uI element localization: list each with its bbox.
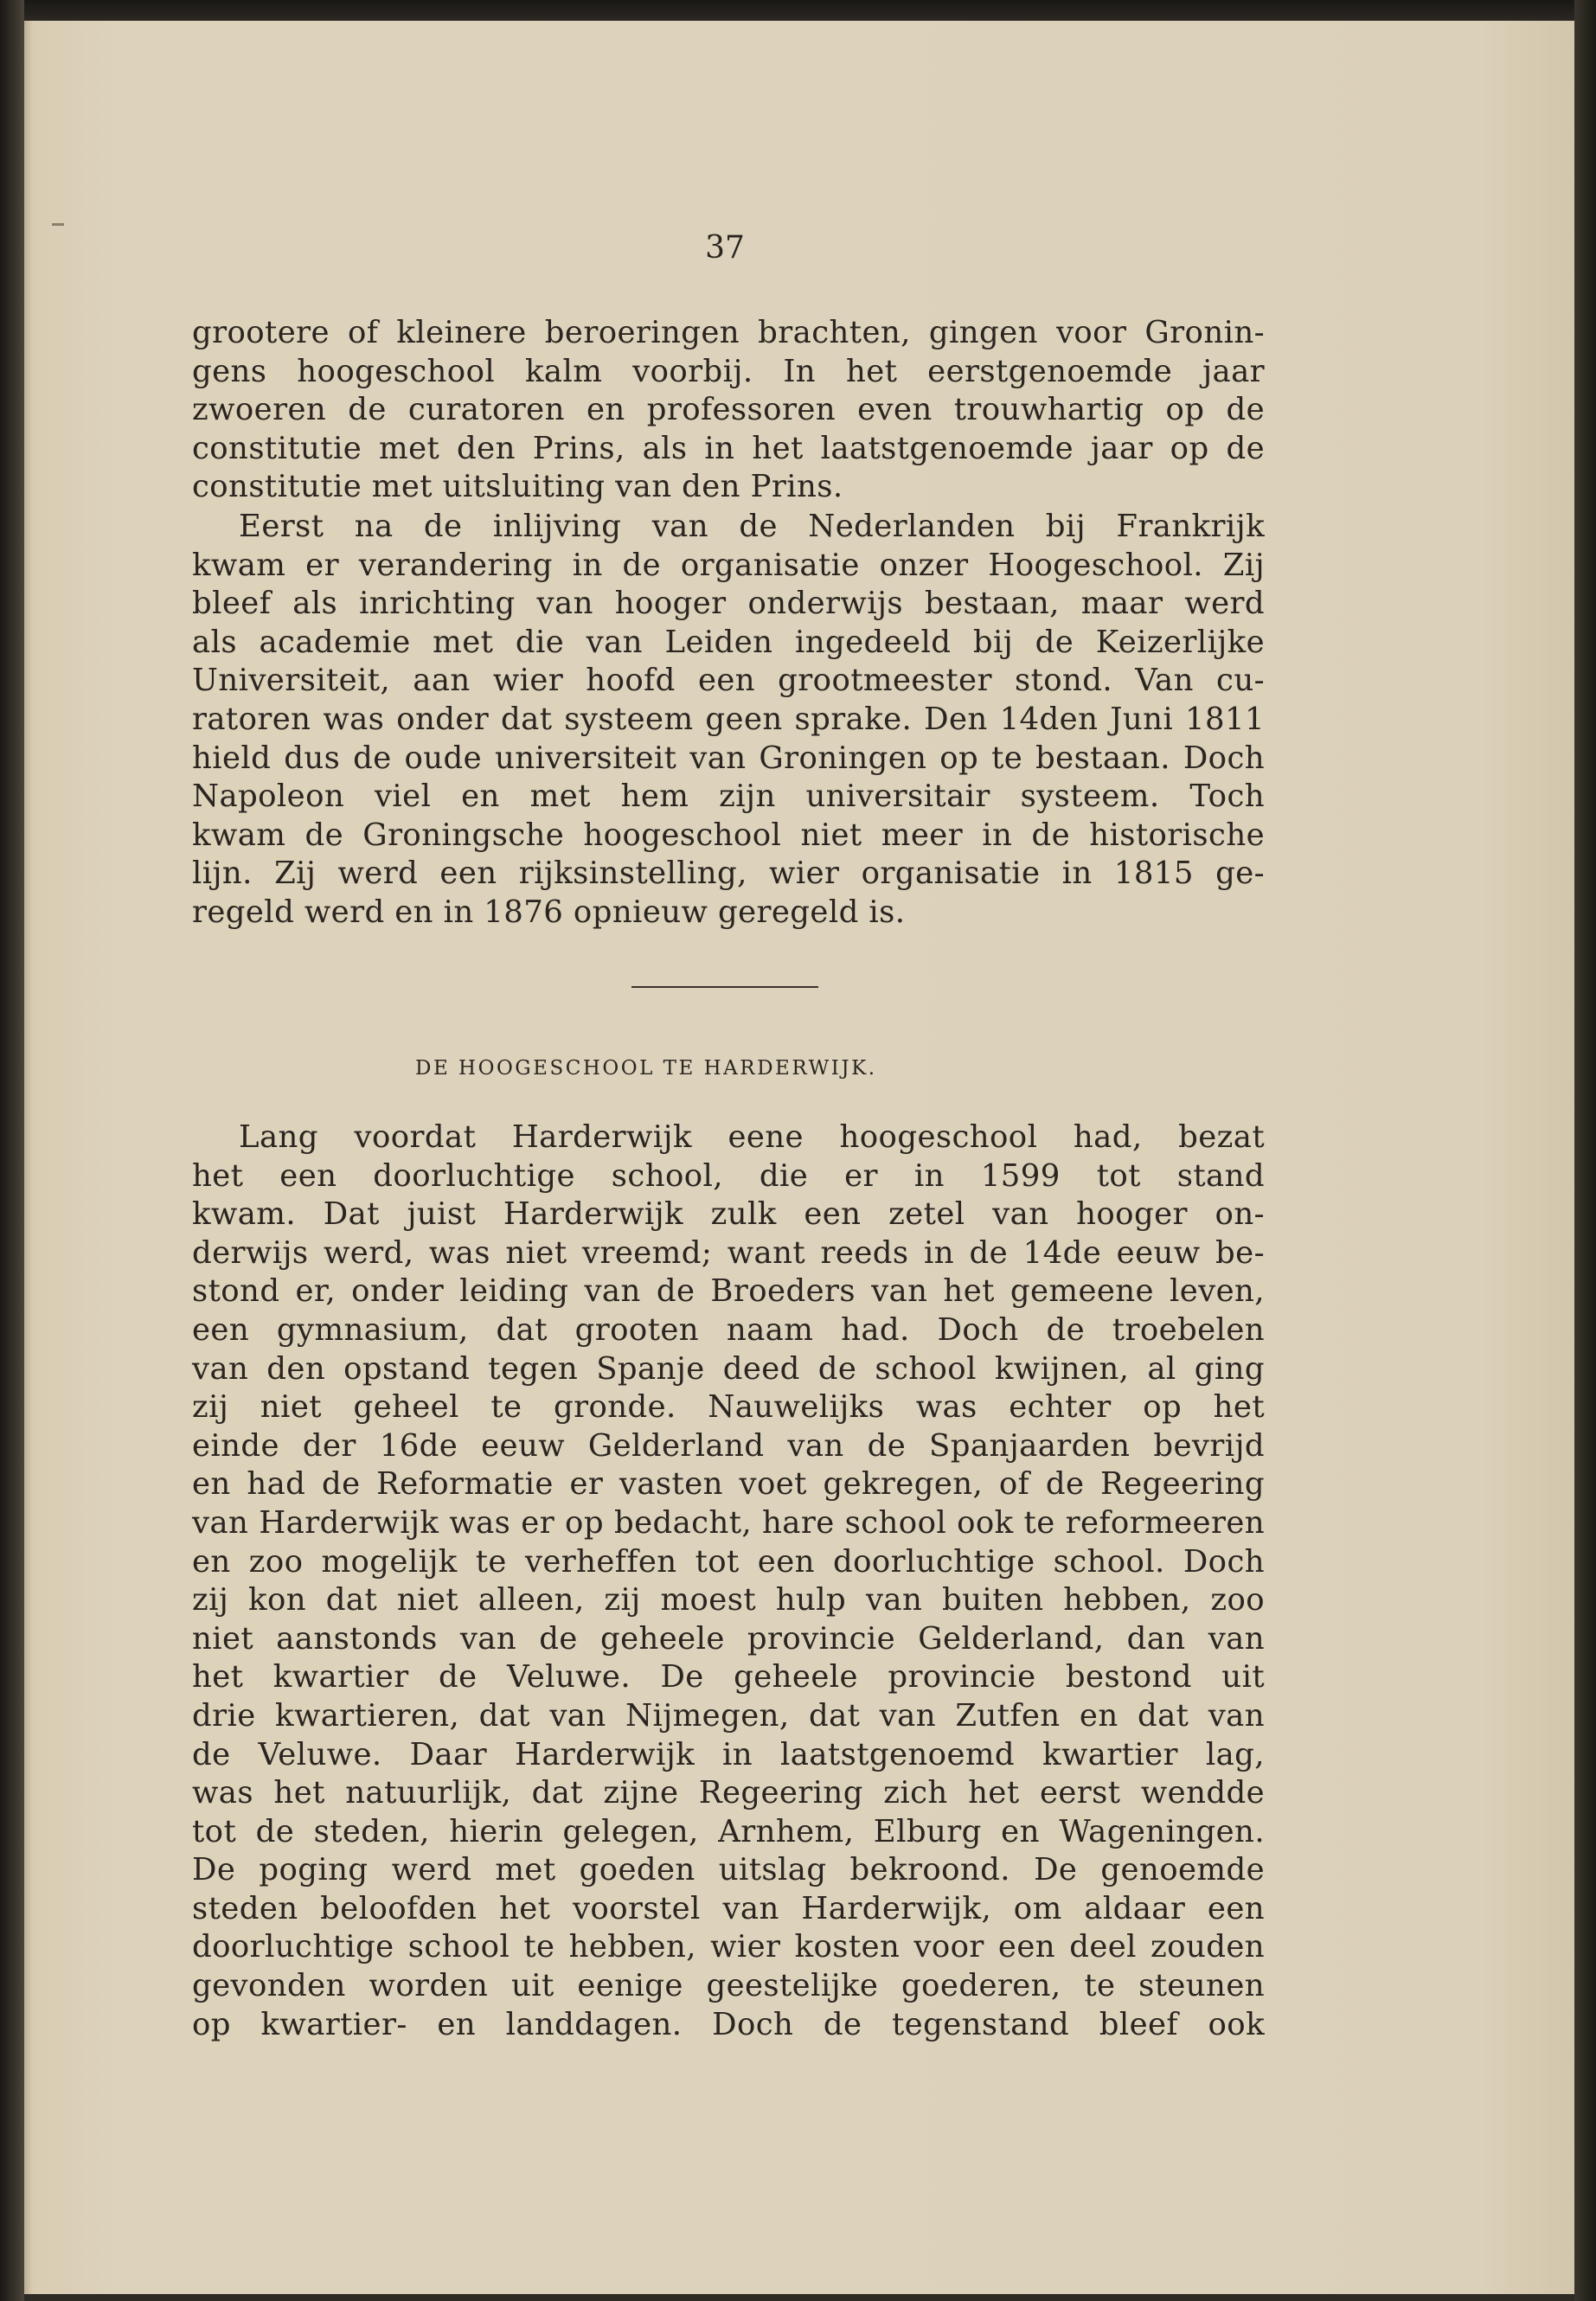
text-line: een gymnasium, dat grooten naam had. Doch de troebelen: [192, 1311, 1265, 1348]
text-line: kwam er verandering in de organisatie onzer Hoogeschool. Zij: [192, 547, 1265, 583]
text-line: de Veluwe. Daar Harderwijk in laatstgenoemd kwartier lag,: [192, 1736, 1265, 1772]
text-line: doorluchtige school te hebben, wier kosten voor een deel zouden: [192, 1929, 1265, 1965]
text-line: van den opstand tegen Spanje deed de school kwijnen, al ging: [192, 1350, 1265, 1387]
text-line: niet aanstonds van de geheele provincie Gelderland, dan van: [192, 1620, 1265, 1657]
text-line: drie kwartieren, dat van Nijmegen, dat van Zutfen en dat van: [192, 1697, 1265, 1734]
scan-border-top: [0, 0, 1596, 21]
page-gutter-shadow: [24, 21, 33, 2294]
text-line: Lang voordat Harderwijk eene hoogeschool had, bezat: [239, 1119, 1265, 1155]
text-line: het een doorluchtige school, die er in 1599 tot stand: [192, 1157, 1265, 1194]
page-number: 37: [705, 230, 745, 266]
text-line: kwam. Dat juist Harderwijk zulk een zetel van hooger on-: [192, 1196, 1265, 1233]
text-line: derwijs werd, was niet vreemd; want reeds in de 14de eeuw be-: [192, 1234, 1265, 1271]
section-divider: [631, 986, 818, 988]
text-line: en zoo mogelijk te verheffen tot een doorluchtige school. Doch: [192, 1543, 1265, 1580]
text-line: stond er, onder leiding van de Broeders van het gemeene leven,: [192, 1273, 1265, 1310]
text-line: lijn. Zij werd een rijksinstelling, wier organisatie in 1815 ge-: [192, 856, 1265, 892]
text-line: bleef als inrichting van hooger onderwijs bestaan, maar werd: [192, 586, 1265, 622]
text-line: van Harderwijk was er op bedacht, hare school ook te reformeeren: [192, 1504, 1265, 1541]
text-line: zwoeren de curatoren en professoren even trouwhartig op de: [192, 392, 1265, 428]
text-line: regeld werd en in 1876 opnieuw geregeld is.: [192, 894, 906, 930]
section-heading: DE HOOGESCHOOL TE HARDERWIJK.: [415, 1057, 877, 1080]
text-line: als academie met die van Leiden ingedeeld bij de Keizerlijke: [192, 624, 1265, 660]
margin-mark: [52, 223, 64, 226]
text-line: Universiteit, aan wier hoofd een grootmeester stond. Van cu-: [192, 663, 1265, 699]
text-line: zij kon dat niet alleen, zij moest hulp van buiten hebben, zoo: [192, 1582, 1265, 1618]
text-line: grootere of kleinere beroeringen brachten, gingen voor Gronin-: [192, 315, 1265, 350]
text-line: en had de Reformatie er vasten voet gekregen, of de Regeering: [192, 1466, 1265, 1503]
text-line: was het natuurlijk, dat zijne Regeering zich het eerst wendde: [192, 1775, 1265, 1811]
scan-border-left: [0, 0, 24, 2301]
text-line: gevonden worden uit eenige geestelijke goederen, te steunen: [192, 1968, 1265, 2004]
paragraph-harderwijk: [192, 1118, 1265, 2044]
text-line: constitutie met den Prins, als in het laatstgenoemde jaar op de: [192, 430, 1265, 466]
scan-border-right: [1574, 0, 1596, 2301]
text-line: einde der 16de eeuw Gelderland van de Spanjaarden bevrijd: [192, 1427, 1265, 1464]
text-line: constitutie met uitsluiting van den Prins.: [192, 469, 843, 505]
text-line: gens hoogeschool kalm voorbij. In het eerstgenoemde jaar: [192, 353, 1265, 389]
paragraph-continued: [192, 314, 1265, 507]
text-line: tot de steden, hierin gelegen, Arnhem, Elburg en Wageningen.: [192, 1813, 1265, 1849]
text-line: De poging werd met goeden uitslag bekroond. De genoemde: [192, 1852, 1265, 1888]
text-line: zij niet geheel te gronde. Nauwelijks was echter op het: [192, 1389, 1265, 1426]
paragraph-eerst-na-de-inlijving: [192, 508, 1265, 933]
text-line: op kwartier- en landdagen. Doch de tegenstand bleef ook: [192, 2006, 1265, 2042]
text-line: Eerst na de inlijving van de Nederlanden bij Frankrijk: [239, 509, 1265, 544]
text-line: ratoren was onder dat systeem geen sprake. Den 14den Juni 1811: [192, 701, 1265, 737]
text-line: steden beloofden het voorstel van Harderwijk, om aldaar een: [192, 1890, 1265, 1926]
text-line: hield dus de oude universiteit van Groningen op te bestaan. Doch: [192, 740, 1265, 776]
text-line: het kwartier de Veluwe. De geheele provincie bestond uit: [192, 1659, 1265, 1695]
text-line: Napoleon viel en met hem zijn universitair systeem. Toch: [192, 779, 1265, 815]
text-line: kwam de Groningsche hoogeschool niet meer in de historische: [192, 817, 1265, 853]
